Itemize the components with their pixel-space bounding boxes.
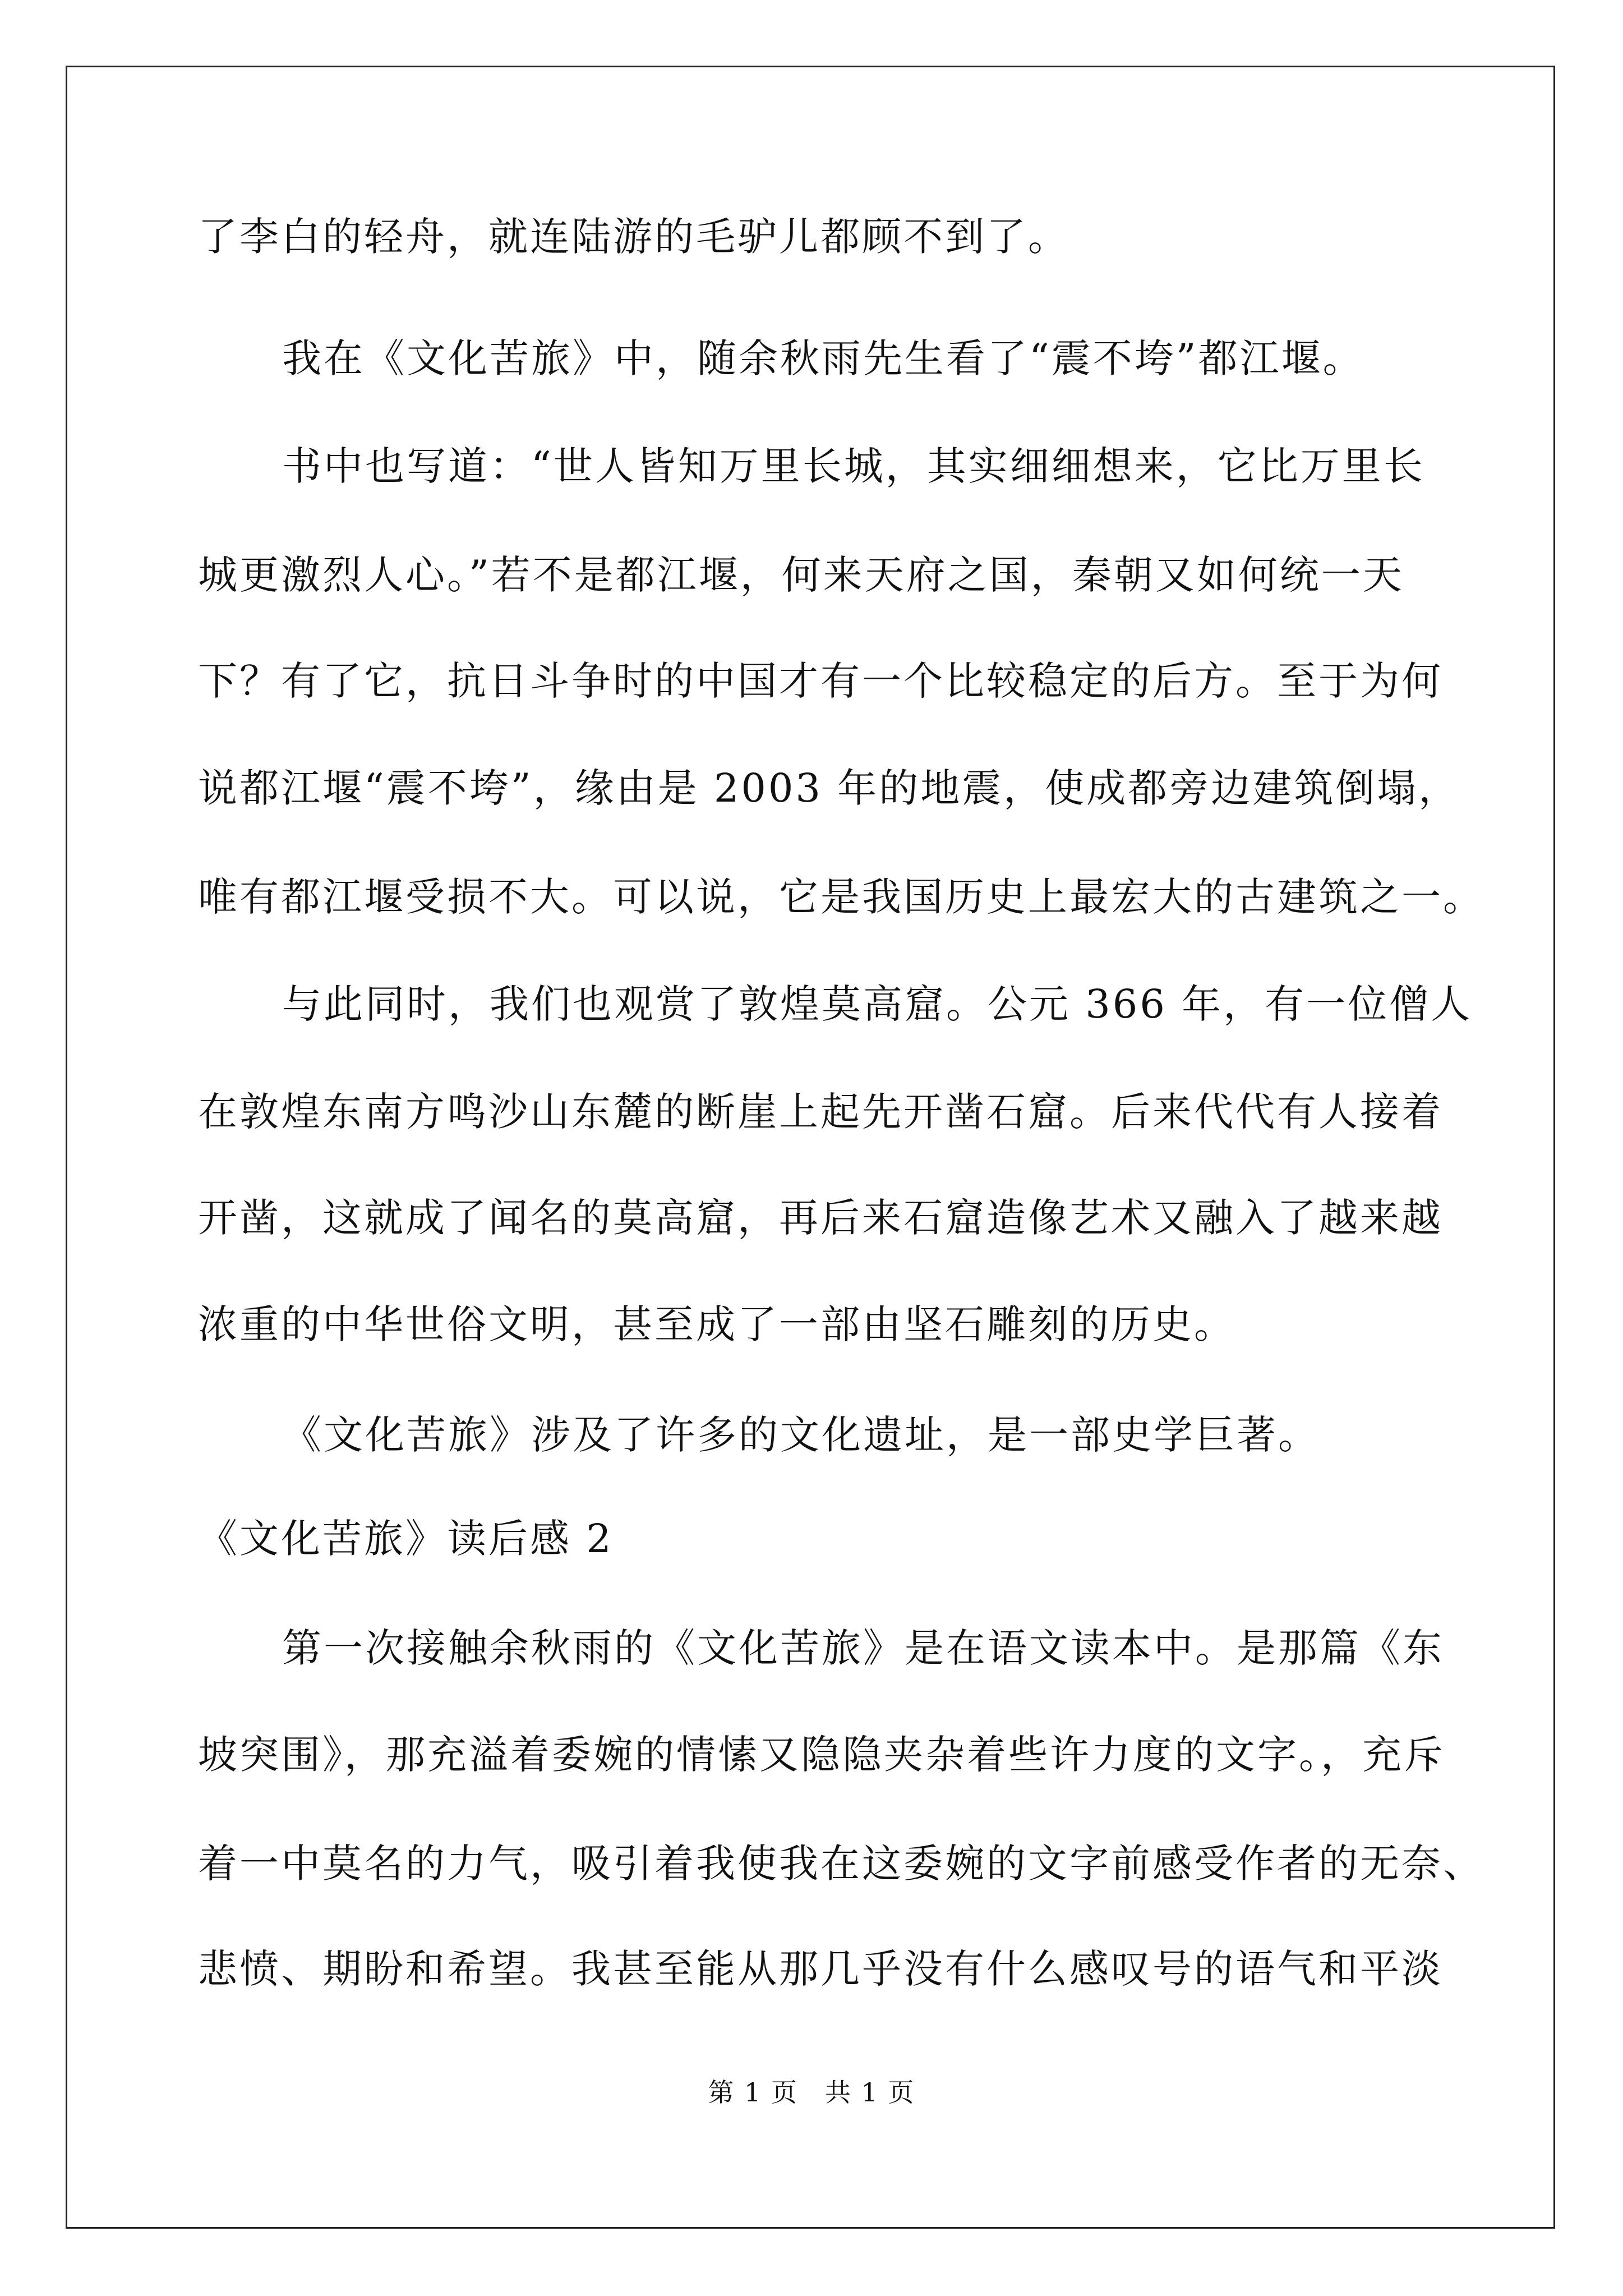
section-heading: 《文化苦旅》读后感 2: [198, 1516, 614, 1562]
body-line-16: 着一中莫名的力气，吸引着我使我在这委婉的文字前感受作者的无奈、: [198, 1841, 1484, 1887]
body-line-4: 城更激烈人心。”若不是都江堰，何来天府之国，秦朝又如何统一天: [198, 552, 1404, 598]
body-line-7: 唯有都江堰受损不大。可以说，它是我国历史上最宏大的古建筑之一。: [198, 874, 1484, 920]
body-line-11: 浓重的中华世俗文明，甚至成了一部由坚石雕刻的历史。: [198, 1301, 1235, 1347]
page-footer: [0, 2076, 1623, 2109]
body-line-12: 《文化苦旅》涉及了许多的文化遗址，是一部史学巨著。: [282, 1412, 1320, 1458]
body-line-9: 在敦煌东南方鸣沙山东麓的断崖上起先开凿石窟。后来代代有人接着: [198, 1089, 1443, 1135]
body-line-10: 开凿，这就成了闻名的莫高窟，再后来石窟造像艺术又融入了越来越: [198, 1195, 1443, 1241]
body-line-8: 与此同时，我们也观赏了敦煌莫高窟。公元 366 年，有一位僧人: [282, 981, 1473, 1027]
body-line-15: 坡突围》，那充溢着委婉的情愫又隐隐夹杂着些许力度的文字。，充斥: [198, 1732, 1445, 1778]
body-line-6: 说都江堰“震不垮”，缘由是 2003 年的地震，使成都旁边建筑倒塌，: [198, 765, 1460, 811]
body-line-17: 悲愤、期盼和希望。我甚至能从那几乎没有什么感叹号的语气和平淡: [198, 1946, 1443, 1992]
page-number-label: 第 1 页 共 1 页: [708, 2077, 915, 2108]
body-line-1: 了李白的轻舟，就连陆游的毛驴儿都顾不到了。: [198, 214, 1069, 260]
body-line-5: 下？有了它，抗日斗争时的中国才有一个比较稳定的后方。至于为何: [198, 658, 1443, 704]
body-line-2: 我在《文化苦旅》中，随余秋雨先生看了“震不垮”都江堰。: [282, 335, 1364, 381]
page-border: [66, 66, 1555, 2229]
body-line-14: 第一次接触余秋雨的《文化苦旅》是在语文读本中。是那篇《东: [282, 1625, 1444, 1671]
body-line-3: 书中也写道：“世人皆知万里长城，其实细细想来，它比万里长: [282, 443, 1425, 489]
